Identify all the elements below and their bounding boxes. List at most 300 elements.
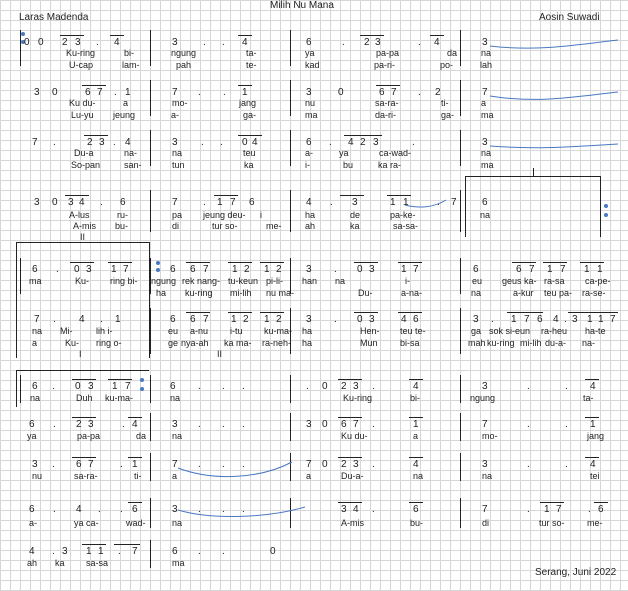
lyric-line-2-token: So-pan	[71, 160, 101, 170]
note-token: .	[222, 419, 225, 430]
lyric-line-1-token: sa-sa	[86, 558, 109, 568]
note-token: 4	[76, 504, 82, 515]
overline	[128, 502, 142, 503]
note-token: 0	[74, 264, 80, 275]
note-token: .	[437, 197, 440, 208]
note-token: .	[114, 87, 117, 98]
lyric-line-1-token: na	[170, 393, 181, 403]
note-token: 1	[264, 264, 270, 275]
lyric-line-1-token: a	[481, 98, 487, 108]
overline	[387, 195, 411, 196]
note-token: 2	[341, 459, 347, 470]
lyric-line-1-token: ma	[172, 558, 185, 568]
note-token: 3	[86, 264, 92, 275]
note-token: 3	[172, 137, 178, 148]
note-token: .	[372, 459, 375, 470]
bar-line	[290, 30, 291, 66]
lyric-line-1-token: a-nu	[190, 326, 209, 336]
overline	[360, 35, 384, 36]
note-token: .	[53, 314, 56, 325]
lyric-line-1-token: ngung	[470, 393, 496, 403]
note-token: 2	[62, 37, 68, 48]
note-token: 3	[482, 137, 488, 148]
note-token: 7	[32, 137, 38, 148]
lyric-line-1-token: A-lus	[69, 210, 90, 220]
lyric-line-2-token: tun	[172, 160, 185, 170]
overline	[70, 262, 94, 263]
note-token: 6	[170, 381, 176, 392]
lyric-line-1-token: ha	[302, 326, 313, 336]
lyric-line-2-token: da-ri-	[375, 110, 397, 120]
lyric-line-2-token: bi-sa	[400, 338, 420, 348]
note-token: 6	[172, 546, 178, 557]
lyric-line-1-token: rek nang-	[182, 276, 221, 286]
note-token: 4	[242, 37, 248, 48]
repeat-dot	[156, 268, 160, 272]
bar-line	[460, 375, 461, 403]
lyric-line-2-token: ku-ring	[487, 338, 515, 348]
note-token: 2	[76, 419, 82, 430]
note-token: .	[203, 37, 206, 48]
note-token: 1	[511, 314, 517, 325]
note-token: 3	[482, 459, 488, 470]
lyric-line-1-token: a-	[305, 148, 314, 158]
lyric-line-1-token: a	[123, 98, 129, 108]
lyric-line-2-token: lah	[480, 60, 493, 70]
lyric-line-1-token: mo-	[482, 431, 498, 441]
overline	[338, 502, 362, 503]
lyric-line-1-token: pa-pa	[376, 48, 400, 58]
lyric-line-1-token: na-	[124, 148, 138, 158]
note-token: .	[52, 381, 55, 392]
note-token: .	[334, 264, 337, 275]
bar-line	[460, 190, 461, 232]
note-token: 7	[97, 87, 103, 98]
note-token: 1	[242, 87, 248, 98]
note-token: 1	[584, 264, 590, 275]
lyric-line-2-token: a-	[171, 110, 180, 120]
lyric-line-2-token: a-na-	[401, 288, 423, 298]
overline	[338, 379, 362, 380]
overline	[340, 195, 364, 196]
lyric-line-1-token: ta-	[246, 48, 257, 58]
note-token: .	[588, 504, 591, 515]
lyric-line-1-token: de	[350, 210, 361, 220]
note-token: .	[120, 459, 123, 470]
lyric-line-1-token: da	[136, 431, 147, 441]
lyric-line-2-token: bu-	[115, 221, 129, 231]
lyric-line-2-token: du-a-	[545, 338, 567, 348]
footer-place-date: Serang, Juni 2022	[535, 567, 617, 578]
repeat-dot	[156, 261, 160, 265]
note-token: 4	[79, 197, 85, 208]
lyric-line-1-token: Mi-	[60, 326, 73, 336]
note-token: .	[56, 264, 59, 275]
note-token: 3	[34, 87, 40, 98]
overline	[228, 312, 252, 313]
lyric-line-1-token: ra-sa	[544, 276, 565, 286]
lyric-line-2-token: A-mis	[73, 221, 96, 231]
note-token: .	[203, 197, 206, 208]
lyric-line-2-token: Ku-	[65, 338, 80, 348]
lyric-line-1-token: Ku-ring	[66, 48, 96, 58]
overline	[354, 312, 378, 313]
note-token: 0	[357, 264, 363, 275]
note-token: 2	[435, 87, 441, 98]
lyric-line-3-token: I	[79, 349, 82, 359]
note-token: .	[334, 314, 337, 325]
overline	[72, 417, 96, 418]
lyric-line-1-token: ti-	[441, 98, 449, 108]
lyric-line-1-token: Du-a	[74, 148, 94, 158]
lyric-line-2-token: ra-se-	[582, 288, 606, 298]
lyric-line-1-token: nu	[305, 98, 316, 108]
note-token: 7	[125, 381, 131, 392]
note-token: 7	[34, 314, 40, 325]
note-token: 3	[172, 419, 178, 430]
note-token: 6	[482, 197, 488, 208]
note-token: .	[527, 504, 530, 515]
overline	[186, 262, 210, 263]
composer-name: Aosin Suwadi	[539, 12, 600, 23]
note-token: .	[53, 137, 56, 148]
note-token: .	[113, 137, 116, 148]
note-token: 1	[115, 314, 121, 325]
overline	[585, 417, 599, 418]
lyric-line-1-token: ah	[27, 558, 38, 568]
note-token: 6	[170, 264, 176, 275]
note-token: 4	[401, 314, 407, 325]
lyric-line-2-token: po-	[440, 60, 454, 70]
note-token: 3	[572, 314, 578, 325]
note-token: 6	[413, 314, 419, 325]
lyric-line-2-token: bu	[343, 160, 354, 170]
note-token: 0	[338, 87, 344, 98]
lyric-line-2-token: Du-	[358, 288, 373, 298]
note-token: .	[222, 459, 225, 470]
lyric-line-1-token: ha	[305, 210, 316, 220]
note-token: 7	[610, 314, 616, 325]
gong-tick	[533, 168, 534, 176]
note-token: 7	[451, 197, 457, 208]
overline	[72, 457, 96, 458]
note-token: 0	[52, 197, 58, 208]
lyric-line-2-token: mi-lih	[230, 288, 252, 298]
note-token: 6	[85, 87, 91, 98]
repeat-dot	[604, 213, 608, 217]
note-token: 0	[38, 37, 44, 48]
lyric-line-1-token: tur so-	[539, 518, 565, 528]
lyric-line-1-token: ru-	[117, 210, 128, 220]
lyric-line-2-token: ka	[350, 221, 360, 231]
lyric-line-1-token: Ku du-	[69, 98, 96, 108]
lyric-line-2-token: sa-sa-	[393, 221, 419, 231]
overline	[398, 312, 422, 313]
note-token: .	[527, 381, 530, 392]
note-token: 3	[62, 546, 68, 557]
lyric-line-1-token: ya	[305, 48, 315, 58]
overline	[60, 35, 84, 36]
overline	[108, 262, 132, 263]
overline	[338, 457, 362, 458]
note-token: 1	[401, 264, 407, 275]
lyric-line-1-token: jang	[587, 431, 605, 441]
note-token: .	[222, 381, 225, 392]
note-token: 1	[132, 459, 138, 470]
note-token: 7	[413, 264, 419, 275]
note-token: .	[342, 37, 345, 48]
lyric-line-1-token: Hen-	[360, 326, 380, 336]
note-token: 1	[590, 419, 596, 430]
note-token: 1	[231, 314, 237, 325]
note-token: .	[329, 137, 332, 148]
note-token: 2	[243, 314, 249, 325]
overline	[409, 417, 423, 418]
lyric-line-1-token: pa-ke-	[390, 210, 416, 220]
note-token: .	[372, 504, 375, 515]
lyric-line-1-token: na	[172, 431, 183, 441]
note-token: 6	[379, 87, 385, 98]
note-token: 3	[306, 419, 312, 430]
slur-curve	[490, 40, 618, 48]
note-token: 3	[306, 87, 312, 98]
note-token: 6	[306, 137, 312, 148]
note-token: 4	[434, 37, 440, 48]
overline	[409, 457, 423, 458]
lyric-line-1-token: ngung	[151, 276, 177, 286]
lyric-line-2-token: me-	[266, 221, 282, 231]
note-token: 4	[79, 314, 85, 325]
note-token: 4	[348, 137, 354, 148]
slur-curve	[490, 144, 618, 148]
note-token: .	[98, 504, 101, 515]
lyric-line-1-token: a	[172, 471, 178, 481]
overline	[238, 135, 262, 136]
lyric-line-1-token: na	[413, 471, 424, 481]
bar-line	[150, 413, 151, 441]
lyric-line-2-token: di	[172, 221, 180, 231]
lyric-line-1-token: geus ka-	[502, 276, 537, 286]
lyric-line-1-token: bi-	[410, 393, 421, 403]
note-token: 3	[482, 381, 488, 392]
note-token: 0	[52, 87, 58, 98]
lyric-line-2-token: ah	[305, 221, 316, 231]
note-token: 4	[553, 314, 559, 325]
repeat-dot	[140, 378, 144, 382]
note-token: 1	[598, 314, 604, 325]
note-token: .	[198, 87, 201, 98]
repeat-dot	[604, 204, 608, 208]
note-token: .	[100, 314, 103, 325]
lyric-line-2-token: ga-	[441, 110, 455, 120]
bar-line	[150, 453, 151, 481]
lyric-line-1-token: ku-ma-	[105, 393, 134, 403]
note-token: 3	[88, 381, 94, 392]
note-token: 0	[75, 381, 81, 392]
bar-line	[460, 258, 461, 294]
lyric-line-1-token: bi-	[124, 48, 135, 58]
bar-line	[460, 308, 461, 354]
note-token: .	[198, 419, 201, 430]
overline	[238, 35, 252, 36]
bar-line	[460, 413, 461, 441]
lyric-line-1-token: na	[172, 148, 183, 158]
overline	[580, 262, 604, 263]
note-token: 4	[590, 381, 596, 392]
note-token: 3	[75, 37, 81, 48]
note-token: .	[118, 546, 121, 557]
lyric-line-1-token: na	[481, 148, 492, 158]
note-token: .	[527, 459, 530, 470]
lyric-line-1-token: Ku-	[75, 276, 90, 286]
lyric-line-1-token: di	[482, 518, 490, 528]
overline	[398, 262, 422, 263]
note-token: 3	[482, 37, 488, 48]
lyric-line-2-token: pa-ri-	[374, 60, 396, 70]
note-token: 1	[390, 197, 396, 208]
note-token: 1	[86, 546, 92, 557]
note-token: 4	[413, 381, 419, 392]
note-token: 3	[473, 314, 479, 325]
note-token: 1	[217, 197, 223, 208]
overline	[338, 417, 362, 418]
lyric-line-2-token: nya-ah	[181, 338, 209, 348]
note-token: 7	[88, 459, 94, 470]
lyric-line-1-token: ya	[339, 148, 349, 158]
lyric-line-1-token: wad-	[126, 518, 146, 528]
note-token: 1	[544, 504, 550, 515]
bar-line	[290, 80, 291, 116]
note-token: 7	[230, 197, 236, 208]
bar-line	[150, 130, 151, 166]
lyric-line-2-token: teu pa-	[544, 288, 573, 298]
lyric-line-2-token: tur so-	[212, 221, 238, 231]
overline	[82, 544, 106, 545]
overline	[512, 262, 536, 263]
note-token: 4	[413, 459, 419, 470]
lyric-line-1-token: ku-ma-	[264, 326, 293, 336]
lyric-line-1-token: jang	[239, 98, 257, 108]
lyric-line-2-token: ka ra-	[378, 160, 402, 170]
note-token: 3	[369, 314, 375, 325]
lyric-line-2-token: a	[32, 338, 38, 348]
overline	[260, 262, 284, 263]
overline	[260, 312, 284, 313]
note-token: 7	[203, 314, 209, 325]
note-token: 1	[125, 87, 131, 98]
lyric-line-2-token: ha	[156, 288, 167, 298]
note-token: 6	[190, 314, 196, 325]
note-token: .	[330, 197, 333, 208]
note-token: 7	[353, 419, 359, 430]
lyric-line-1-token: A-mis	[341, 518, 364, 528]
note-token: 6	[170, 314, 176, 325]
lyric-line-2-token: U-cap	[69, 60, 94, 70]
note-token: 3	[353, 459, 359, 470]
lyric-line-1-token: lih i-	[96, 326, 113, 336]
note-token: 6	[120, 197, 126, 208]
note-token: 7	[529, 264, 535, 275]
bar-line	[290, 130, 291, 166]
lyric-line-2-token: nu ma-	[266, 288, 295, 298]
note-token: .	[242, 504, 245, 515]
lyric-line-1-token: tei	[590, 471, 600, 481]
slur-curve	[490, 92, 618, 99]
note-token: .	[565, 459, 568, 470]
lyric-line-2-token: mah	[468, 338, 486, 348]
note-token: .	[223, 87, 226, 98]
lyric-line-1-token: jeung deu-	[203, 210, 246, 220]
bar-line	[150, 375, 151, 403]
note-token: 1	[547, 264, 553, 275]
note-token: .	[120, 504, 123, 515]
note-token: .	[565, 381, 568, 392]
overline	[354, 262, 378, 263]
note-token: 7	[482, 419, 488, 430]
overline	[585, 379, 599, 380]
lyric-line-1-token: eu	[472, 276, 483, 286]
note-token: 1	[587, 314, 593, 325]
note-token: 3	[352, 197, 358, 208]
note-token: 4	[132, 419, 138, 430]
lyric-line-1-token: ra-heu	[541, 326, 568, 336]
overline	[228, 262, 252, 263]
note-token: .	[201, 137, 204, 148]
lyric-line-2-token: ge	[168, 338, 179, 348]
note-token: 3	[68, 197, 74, 208]
lyric-line-1-token: na	[32, 326, 43, 336]
lyric-line-2-token: ha	[302, 338, 313, 348]
lyric-line-2-token: ga-	[243, 110, 257, 120]
overline	[543, 262, 567, 263]
lyric-line-1-token: tu-keun	[228, 276, 259, 286]
note-token: 0	[242, 137, 248, 148]
overline	[376, 85, 400, 86]
lyric-line-1-token: na	[30, 393, 41, 403]
note-token: .	[52, 459, 55, 470]
bar-line	[290, 413, 291, 441]
lyric-line-1-token: ha-te	[585, 326, 606, 336]
note-token: 0	[322, 419, 328, 430]
bar-line	[460, 453, 461, 481]
lyric-line-2-token: na	[471, 288, 482, 298]
lyric-line-1-token: ya ca-	[74, 518, 99, 528]
note-token: 7	[172, 87, 178, 98]
note-token: .	[198, 546, 201, 557]
lyric-line-1-token: na	[335, 276, 346, 286]
lyric-line-1-token: teu	[243, 148, 256, 158]
overline	[214, 195, 238, 196]
note-token: .	[53, 419, 56, 430]
lyric-line-1-token: pa-pa	[77, 431, 101, 441]
lyric-line-1-token: sa-ra-	[375, 98, 399, 108]
note-token: 6	[29, 419, 35, 430]
note-token: .	[527, 419, 530, 430]
note-token: 7	[132, 546, 138, 557]
note-token: 1	[98, 546, 104, 557]
note-token: .	[306, 381, 309, 392]
note-token: 6	[32, 381, 38, 392]
note-token: 6	[341, 419, 347, 430]
lyric-line-2-token: ka ma-	[224, 338, 252, 348]
note-token: 4	[114, 37, 120, 48]
note-token: .	[418, 87, 421, 98]
note-token: .	[198, 504, 201, 515]
note-token: 0	[322, 381, 328, 392]
bar-line	[290, 498, 291, 528]
bar-line	[290, 375, 291, 403]
lyric-line-1-token: na	[480, 210, 491, 220]
